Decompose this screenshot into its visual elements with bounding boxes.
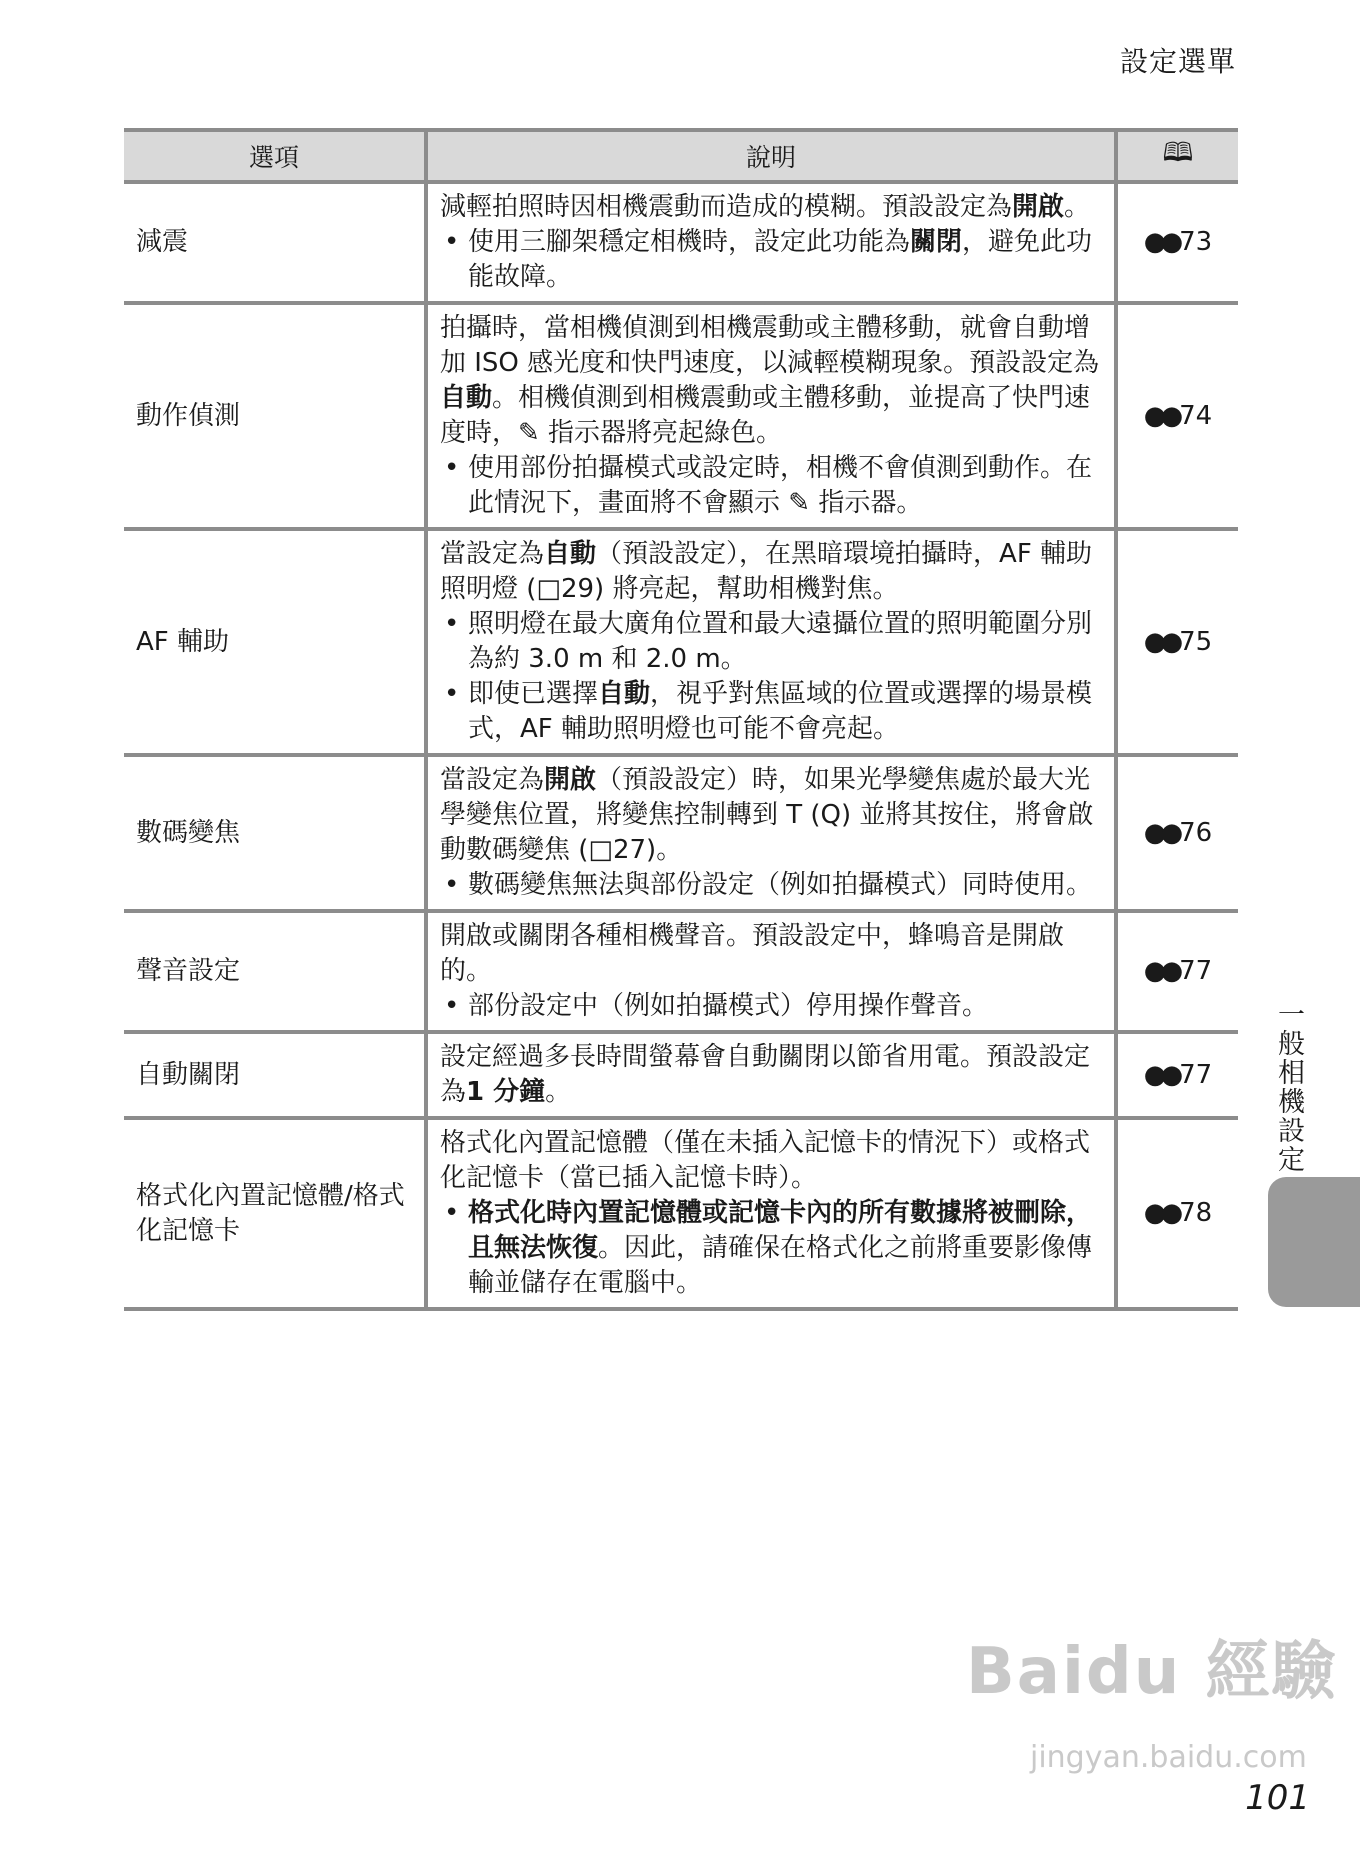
side-tab[interactable] [1268, 1177, 1360, 1307]
table-row [124, 1032, 1238, 1118]
reference-page[interactable]: 73 [1179, 227, 1213, 257]
reference-page[interactable]: 77 [1179, 956, 1213, 986]
text-run: 拍攝時，當相機偵測到相機震動或主體移動，就會自動增加 ISO 感光度和快門速度，以減輕模糊現象。預設設定為 [440, 313, 1100, 378]
bullet-list [440, 225, 1102, 295]
text-run: （預設設定）時，如果光學變焦處於最大光學變焦位置，將變焦控制轉到 T (Q) 並將其按住，將會啟動數碼變焦 (□27)。 [440, 765, 1094, 865]
reference-section-icon: ●● [1143, 1059, 1178, 1090]
bullet-list [440, 607, 1102, 747]
option-name: 減震 [124, 182, 426, 303]
description-text [440, 311, 1102, 451]
text-run: 使用三腳架穩定相機時，設定此功能為 [468, 227, 911, 257]
reference-page[interactable]: 75 [1179, 626, 1213, 657]
reference-page[interactable]: 77 [1179, 1059, 1213, 1090]
reference-section-icon: ●● [1143, 227, 1178, 257]
table-row [124, 303, 1238, 529]
bullet-item [440, 868, 1102, 903]
table-row [124, 1118, 1238, 1309]
reference-section-icon: ●● [1143, 1198, 1178, 1228]
text-run: ，視乎對焦區域的位置或選擇的場景模式，AF 輔助照明燈也可能不會亮起。 [468, 679, 1093, 744]
option-name: AF 輔助 [124, 529, 426, 755]
option-description [426, 303, 1116, 529]
text-run: 數碼變焦無法與部份設定（例如拍攝模式）同時使用。 [468, 870, 1093, 900]
option-name: 格式化內置記憶體/格式化記憶卡 [124, 1118, 426, 1309]
text-run: 開啟或關閉各種相機聲音。預設設定中，蜂鳴音是開啟的。 [440, 921, 1065, 986]
reference-page[interactable]: 78 [1179, 1198, 1213, 1228]
text-run: 格式化內置記憶體（僅在未插入記憶卡的情況下）或格式化記憶卡（當已插入記憶卡時）。 [440, 1128, 1091, 1193]
option-name: 自動關閉 [124, 1032, 426, 1118]
reference-page[interactable]: 76 [1179, 817, 1213, 848]
text-run: 減輕拍照時因相機震動而造成的模糊。預設設定為 [440, 192, 1013, 222]
column-header-option: 選項 [124, 130, 426, 182]
emphasized-setting: 開啟 [1012, 192, 1065, 222]
option-name: 動作偵測 [124, 303, 426, 529]
text-run: ，避免此功能故障。 [468, 227, 1093, 292]
bullet-item [440, 1196, 1102, 1301]
column-header-description: 說明 [426, 130, 1116, 182]
option-description [426, 1032, 1116, 1118]
watermark-logo: Baidu 經驗 [966, 1635, 1338, 1709]
bullet-item [440, 607, 1102, 677]
reference-cell [1116, 1118, 1238, 1309]
emphasized-setting: 1 分鐘 [466, 1077, 546, 1107]
bullet-list [440, 989, 1102, 1024]
description-text [440, 1040, 1102, 1110]
option-description [426, 911, 1116, 1032]
side-tab-label: 一般相機設定 [1273, 1000, 1304, 1174]
description-text [440, 763, 1102, 868]
text-run: 使用部份拍攝模式或設定時，相機不會偵測到動作。在此情況下，畫面將不會顯示 ✎ 指示器。 [468, 453, 1093, 518]
option-description [426, 529, 1116, 755]
description-text [440, 1126, 1102, 1196]
text-run: 設定經過多長時間螢幕會自動關閉以節省用電。預設設定為 [440, 1042, 1091, 1107]
settings-table [124, 128, 1238, 1311]
section-title: 設定選單 [1119, 45, 1236, 78]
text-run: 。因此，請確保在格式化之前將重要影像傳輸並儲存在電腦中。 [468, 1233, 1093, 1298]
reference-page[interactable]: 74 [1179, 400, 1213, 431]
text-run: 當設定為 [440, 765, 545, 795]
text-run: 部份設定中（例如拍攝模式）停用操作聲音。 [468, 991, 989, 1021]
reference-cell [1116, 529, 1238, 755]
watermark-url: jingyan.baidu.com [1030, 1740, 1307, 1775]
bullet-item [440, 225, 1102, 295]
table-row [124, 182, 1238, 303]
text-run: 。相機偵測到相機震動或主體移動，並提高了快門速度時，✎ 指示器將亮起綠色。 [440, 383, 1091, 448]
emphasized-setting: 格式化時內置記憶體或記憶卡內的所有數據將被刪除，且無法恢復 [468, 1198, 1093, 1263]
option-description [426, 1118, 1116, 1309]
table-header-row [124, 130, 1238, 182]
bullet-list [440, 1196, 1102, 1301]
book-icon: 🕮 [1162, 138, 1194, 168]
bullet-item [440, 989, 1102, 1024]
table-row [124, 755, 1238, 911]
text-run: 照明燈在最大廣角位置和最大遠攝位置的照明範圍分別為約 3.0 m 和 2.0 m。 [468, 609, 1093, 674]
reference-section-icon: ●● [1143, 817, 1178, 848]
reference-section-icon: ●● [1143, 400, 1178, 431]
text-run: 。 [545, 1077, 572, 1107]
option-description [426, 755, 1116, 911]
option-name: 數碼變焦 [124, 755, 426, 911]
column-header-reference [1116, 130, 1238, 182]
reference-section-icon: ●● [1143, 956, 1178, 986]
reference-cell [1116, 303, 1238, 529]
description-text [440, 919, 1102, 989]
bullet-list [440, 451, 1102, 521]
table-row [124, 911, 1238, 1032]
reference-section-icon: ●● [1143, 626, 1178, 657]
text-run: 。 [1064, 192, 1091, 222]
emphasized-setting: 開啟 [544, 765, 597, 795]
reference-cell [1116, 755, 1238, 911]
bullet-list [440, 868, 1102, 903]
option-name: 聲音設定 [124, 911, 426, 1032]
page-number: 101 [1245, 1778, 1310, 1818]
emphasized-setting: 自動 [544, 539, 597, 569]
emphasized-setting: 自動 [440, 383, 493, 413]
emphasized-setting: 自動 [598, 679, 651, 709]
reference-cell [1116, 182, 1238, 303]
text-run: （預設設定），在黑暗環境拍攝時，AF 輔助照明燈 (□29) 將亮起，幫助相機對焦。 [440, 539, 1093, 604]
bullet-item [440, 677, 1102, 747]
emphasized-setting: 關閉 [910, 227, 963, 257]
reference-cell [1116, 911, 1238, 1032]
description-text [440, 537, 1102, 607]
text-run: 即使已選擇 [468, 679, 599, 709]
table-row [124, 529, 1238, 755]
reference-cell [1116, 1032, 1238, 1118]
description-text [440, 190, 1102, 225]
text-run: 當設定為 [440, 539, 545, 569]
option-description [426, 182, 1116, 303]
bullet-item [440, 451, 1102, 521]
